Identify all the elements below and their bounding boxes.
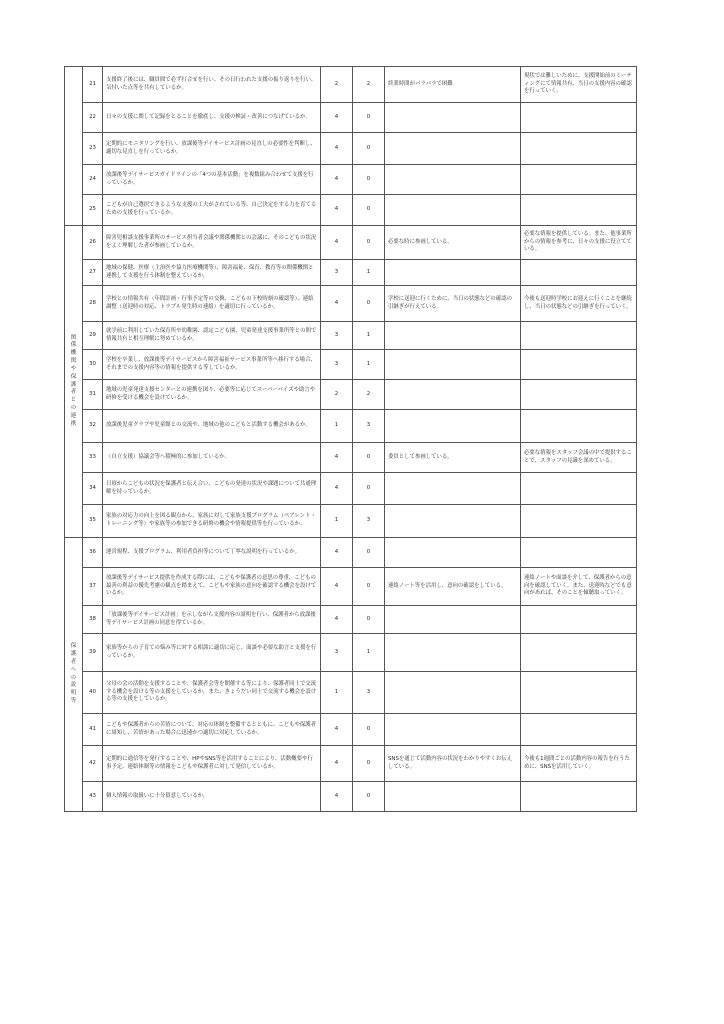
item-description: 放課後児童クラブや児童館との交流や、地域の他のこどもと活動する機会があるか。 bbox=[103, 410, 321, 443]
no-count: 1 bbox=[353, 322, 385, 350]
item-description: 放課後等デイサービスガイドラインの「4つの基本活動」を複数組み合わせて支援を行っているか。 bbox=[103, 165, 321, 195]
no-count: 3 bbox=[353, 505, 385, 538]
item-comment bbox=[385, 380, 521, 410]
no-count: 0 bbox=[353, 714, 385, 746]
item-description: 個人情報の取扱いに十分留意しているか。 bbox=[103, 782, 321, 812]
item-comment bbox=[385, 473, 521, 505]
category-char: 関 bbox=[70, 334, 77, 341]
item-improvement bbox=[521, 380, 637, 410]
item-comment bbox=[385, 260, 521, 286]
table-row bbox=[65, 782, 637, 812]
item-improvement bbox=[521, 133, 637, 165]
item-comment bbox=[385, 505, 521, 538]
no-count: 0 bbox=[353, 568, 385, 606]
no-count: 3 bbox=[353, 672, 385, 714]
item-description: 放課後等デイサービス提供を作成する際には、こどもや保護者の意思の尊重、こどもの最善の利益の優先考慮の観点を踏まえて、こどもや家族の意向を確認する機会を設けているか。 bbox=[103, 568, 321, 606]
category-char: 携 bbox=[70, 420, 77, 427]
no-count: 0 bbox=[353, 746, 385, 782]
item-improvement: 今後も1週間ごとの活動内容の報告を行うために、SNSを活用していく。 bbox=[521, 746, 637, 782]
item-improvement: 必要な情報をスタッフ会議の中で提供することで、スタッフの見識を深めている。 bbox=[521, 443, 637, 473]
no-count: 1 bbox=[353, 634, 385, 672]
item-improvement bbox=[521, 782, 637, 812]
category-char: の bbox=[70, 404, 77, 411]
item-description: 日頃からこどもの状況を保護者と伝え合い、こどもの発達の状況や課題について共通理解を持っているか。 bbox=[103, 473, 321, 505]
no-count: 3 bbox=[353, 410, 385, 443]
no-count: 0 bbox=[353, 133, 385, 165]
yes-count: 4 bbox=[321, 568, 353, 606]
item-comment bbox=[385, 538, 521, 568]
table-row bbox=[65, 505, 637, 538]
item-improvement bbox=[521, 672, 637, 714]
item-number: 21 bbox=[83, 67, 103, 103]
item-improvement bbox=[521, 350, 637, 380]
item-comment bbox=[385, 410, 521, 443]
table-row bbox=[65, 322, 637, 350]
item-improvement bbox=[521, 538, 637, 568]
table-row bbox=[65, 568, 637, 606]
item-number: 24 bbox=[83, 165, 103, 195]
table-row bbox=[65, 606, 637, 634]
category-char: 係 bbox=[70, 342, 77, 349]
item-number: 40 bbox=[83, 672, 103, 714]
no-count: 0 bbox=[353, 286, 385, 322]
item-description: 地域の保健、医療（主治医や協力医療機関等）、障害福祉、保育、教育等の関係機関と連携して支援を行う体制を整えているか。 bbox=[103, 260, 321, 286]
item-comment: 必要な時に参画している。 bbox=[385, 226, 521, 260]
item-number: 35 bbox=[83, 505, 103, 538]
table-row bbox=[65, 672, 637, 714]
table-row bbox=[65, 634, 637, 672]
item-improvement: 今後も送迎時学校にお迎えに行くことを継続し、当日の状態などの引継ぎを行っていく。 bbox=[521, 286, 637, 322]
item-comment: 連絡ノート等を活用し、意向の確認をしている。 bbox=[385, 568, 521, 606]
table-row bbox=[65, 380, 637, 410]
yes-count: 4 bbox=[321, 165, 353, 195]
item-number: 25 bbox=[83, 195, 103, 226]
item-improvement bbox=[521, 473, 637, 505]
category-char: 者 bbox=[70, 389, 77, 396]
category-cell bbox=[65, 538, 83, 812]
yes-count: 1 bbox=[321, 410, 353, 443]
item-comment bbox=[385, 103, 521, 133]
no-count: 1 bbox=[353, 350, 385, 380]
item-improvement bbox=[521, 195, 637, 226]
item-number: 28 bbox=[83, 286, 103, 322]
item-description: 定期的に通信等を発行することや、HPやSNS等を活用することにより、活動概要や行事予定、連絡体制等の情報をこどもや保護者に対して発信しているか。 bbox=[103, 746, 321, 782]
no-count: 0 bbox=[353, 782, 385, 812]
item-number: 42 bbox=[83, 746, 103, 782]
yes-count: 3 bbox=[321, 322, 353, 350]
yes-count: 1 bbox=[321, 505, 353, 538]
table-row bbox=[65, 410, 637, 443]
item-improvement bbox=[521, 103, 637, 133]
item-comment: 学校に送迎に行くために、当日の状態などの確認の引継ぎが行えている。 bbox=[385, 286, 521, 322]
item-number: 23 bbox=[83, 133, 103, 165]
yes-count: 4 bbox=[321, 103, 353, 133]
category-char: 等 bbox=[70, 697, 77, 704]
item-comment bbox=[385, 714, 521, 746]
category-cell bbox=[65, 226, 83, 538]
table-row bbox=[65, 165, 637, 195]
item-description: （自立支援）協議会等へ積極的に参加しているか。 bbox=[103, 443, 321, 473]
item-comment bbox=[385, 133, 521, 165]
item-description: 学校を卒業し、放課後等デイサービスから障害福祉サービス事業所等へ移行する場合、それまでの支援内容等の情報を提供する等しているか。 bbox=[103, 350, 321, 380]
item-comment: 委員として参画している。 bbox=[385, 443, 521, 473]
no-count: 0 bbox=[353, 103, 385, 133]
no-count: 0 bbox=[353, 473, 385, 505]
yes-count: 4 bbox=[321, 195, 353, 226]
evaluation-table bbox=[64, 66, 637, 812]
item-improvement: 必要な情報を提供している。また、他事業所からの情報を参考に、日々の支援に役立てている。 bbox=[521, 226, 637, 260]
item-number: 22 bbox=[83, 103, 103, 133]
item-comment bbox=[385, 634, 521, 672]
yes-count: 2 bbox=[321, 67, 353, 103]
table-row bbox=[65, 714, 637, 746]
table-row bbox=[65, 260, 637, 286]
item-comment bbox=[385, 350, 521, 380]
yes-count: 4 bbox=[321, 714, 353, 746]
table-row bbox=[65, 473, 637, 505]
yes-count: 4 bbox=[321, 782, 353, 812]
item-comment bbox=[385, 195, 521, 226]
category-char: へ bbox=[70, 666, 77, 673]
table-row bbox=[65, 226, 637, 260]
item-number: 33 bbox=[83, 443, 103, 473]
item-description: 父母の会の活動を支援することや、保護者会等を開催する等により、保護者同士で交流する機会を設ける等の支援をしているか。また、きょうだい同士で交流する機会を設ける等の支援をしているか。 bbox=[103, 672, 321, 714]
yes-count: 3 bbox=[321, 634, 353, 672]
item-description: 日々の支援に関して記録をとることを徹底し、支援の検証・改善につなげているか。 bbox=[103, 103, 321, 133]
table-row bbox=[65, 538, 637, 568]
category-char: と bbox=[70, 397, 77, 404]
category-char: 説 bbox=[70, 682, 77, 689]
item-description: 家族等からの子育ての悩み等に対する相談に適切に応じ、面談や必要な助言と支援を行っているか。 bbox=[103, 634, 321, 672]
category-char: 護 bbox=[70, 651, 77, 658]
yes-count: 4 bbox=[321, 286, 353, 322]
item-description: 家族の対応力の向上を図る観点から、家族に対して家族支援プログラム（ペアレント・トレーニング等）や家族等の参加できる研修の機会や情報提供等を行っているか。 bbox=[103, 505, 321, 538]
item-description: 就学前に利用していた保育所や幼稚園、認定こども園、児童発達支援事業所等との間で情報共有と相互理解に努めているか。 bbox=[103, 322, 321, 350]
no-count: 2 bbox=[353, 380, 385, 410]
category-char: 機 bbox=[70, 350, 77, 357]
item-number: 41 bbox=[83, 714, 103, 746]
no-count: 0 bbox=[353, 195, 385, 226]
item-improvement bbox=[521, 634, 637, 672]
item-number: 38 bbox=[83, 606, 103, 634]
item-description: 学校との情報共有（年間計画・行事予定等の交換、こどもの下校時刻の確認等）、連絡調整（送迎時の対応、トラブル発生時の連絡）を適切に行っているか。 bbox=[103, 286, 321, 322]
yes-count: 3 bbox=[321, 260, 353, 286]
category-char: 保 bbox=[70, 643, 77, 650]
yes-count: 4 bbox=[321, 606, 353, 634]
item-number: 26 bbox=[83, 226, 103, 260]
item-improvement: 連絡ノートや面談を介して、保護者からの意向を確認していく。また、送迎時などでも意向があれば、そのことを傾聴取っていく。 bbox=[521, 568, 637, 606]
item-description: 支援終了後には、職員間で必ず打合せを行い、その日行われた支援の振り返りを行い、気付いた点等を共有しているか。 bbox=[103, 67, 321, 103]
category-char: の bbox=[70, 674, 77, 681]
table-row bbox=[65, 103, 637, 133]
table-body bbox=[65, 67, 637, 812]
item-improvement bbox=[521, 505, 637, 538]
item-comment bbox=[385, 782, 521, 812]
table-row bbox=[65, 746, 637, 782]
item-improvement: 現状では難しいために、支援開始前のミーティングにて情報共有、当日の支援内容の確認を行っていく。 bbox=[521, 67, 637, 103]
item-improvement bbox=[521, 410, 637, 443]
table-row bbox=[65, 195, 637, 226]
yes-count: 4 bbox=[321, 746, 353, 782]
item-number: 37 bbox=[83, 568, 103, 606]
category-char: 保 bbox=[70, 373, 77, 380]
category-char: や bbox=[70, 365, 77, 372]
item-description: 障害児相談支援事業所のサービス担当者会議や関係機関との会議に、そのこどもの状況をよく理解した者が参画しているか。 bbox=[103, 226, 321, 260]
table-row bbox=[65, 286, 637, 322]
item-number: 43 bbox=[83, 782, 103, 812]
yes-count: 4 bbox=[321, 538, 353, 568]
no-count: 0 bbox=[353, 538, 385, 568]
category-char: 護 bbox=[70, 381, 77, 388]
no-count: 0 bbox=[353, 606, 385, 634]
no-count: 2 bbox=[353, 67, 385, 103]
category-cell bbox=[65, 67, 83, 226]
item-comment bbox=[385, 606, 521, 634]
yes-count: 4 bbox=[321, 133, 353, 165]
item-improvement bbox=[521, 322, 637, 350]
item-number: 34 bbox=[83, 473, 103, 505]
item-description: 運営規程、支援プログラム、利用者負担等について丁寧な説明を行っているか。 bbox=[103, 538, 321, 568]
item-improvement bbox=[521, 606, 637, 634]
yes-count: 4 bbox=[321, 226, 353, 260]
item-number: 29 bbox=[83, 322, 103, 350]
item-comment bbox=[385, 165, 521, 195]
no-count: 0 bbox=[353, 226, 385, 260]
yes-count: 3 bbox=[321, 350, 353, 380]
item-comment: 終業時間がバラバラで困難 bbox=[385, 67, 521, 103]
category-char: 明 bbox=[70, 690, 77, 697]
item-number: 36 bbox=[83, 538, 103, 568]
item-comment bbox=[385, 322, 521, 350]
item-description: 地域の児童発達支援センターとの連携を図り、必要等に応じてスーパーバイズや助言や研修を受ける機会を設けているか。 bbox=[103, 380, 321, 410]
item-number: 30 bbox=[83, 350, 103, 380]
no-count: 0 bbox=[353, 443, 385, 473]
item-improvement bbox=[521, 260, 637, 286]
item-description: 「放課後等デイサービス計画」を示しながら支援内容の説明を行い、保護者から放課後等デイサービス計画の同意を得ているか。 bbox=[103, 606, 321, 634]
item-improvement bbox=[521, 714, 637, 746]
yes-count: 1 bbox=[321, 672, 353, 714]
table-row bbox=[65, 443, 637, 473]
table-row bbox=[65, 133, 637, 165]
table-row bbox=[65, 67, 637, 103]
category-char: 連 bbox=[70, 412, 77, 419]
no-count: 1 bbox=[353, 260, 385, 286]
item-number: 39 bbox=[83, 634, 103, 672]
item-comment: SNSを通じて活動内容の状況をわかりやすくお伝えしている。 bbox=[385, 746, 521, 782]
table-row bbox=[65, 350, 637, 380]
category-char: 者 bbox=[70, 658, 77, 665]
item-description: こどもが自己選択できるような支援の工夫がされている等、自己決定をする力を育てるための支援を行っているか。 bbox=[103, 195, 321, 226]
yes-count: 2 bbox=[321, 380, 353, 410]
item-number: 31 bbox=[83, 380, 103, 410]
category-char: 関 bbox=[70, 358, 77, 365]
no-count: 0 bbox=[353, 165, 385, 195]
item-number: 32 bbox=[83, 410, 103, 443]
item-description: 定期的にモニタリングを行い、放課後等デイサービス計画の見直しの必要性を判断し、適切な見直しを行っているか。 bbox=[103, 133, 321, 165]
item-improvement bbox=[521, 165, 637, 195]
yes-count: 4 bbox=[321, 443, 353, 473]
item-comment bbox=[385, 672, 521, 714]
item-number: 27 bbox=[83, 260, 103, 286]
yes-count: 4 bbox=[321, 473, 353, 505]
item-description: こどもや保護者からの苦情について、対応の体制を整備するとともに、こどもや保護者に周知し、苦情があった場合に迅速かつ適切に対応しているか。 bbox=[103, 714, 321, 746]
